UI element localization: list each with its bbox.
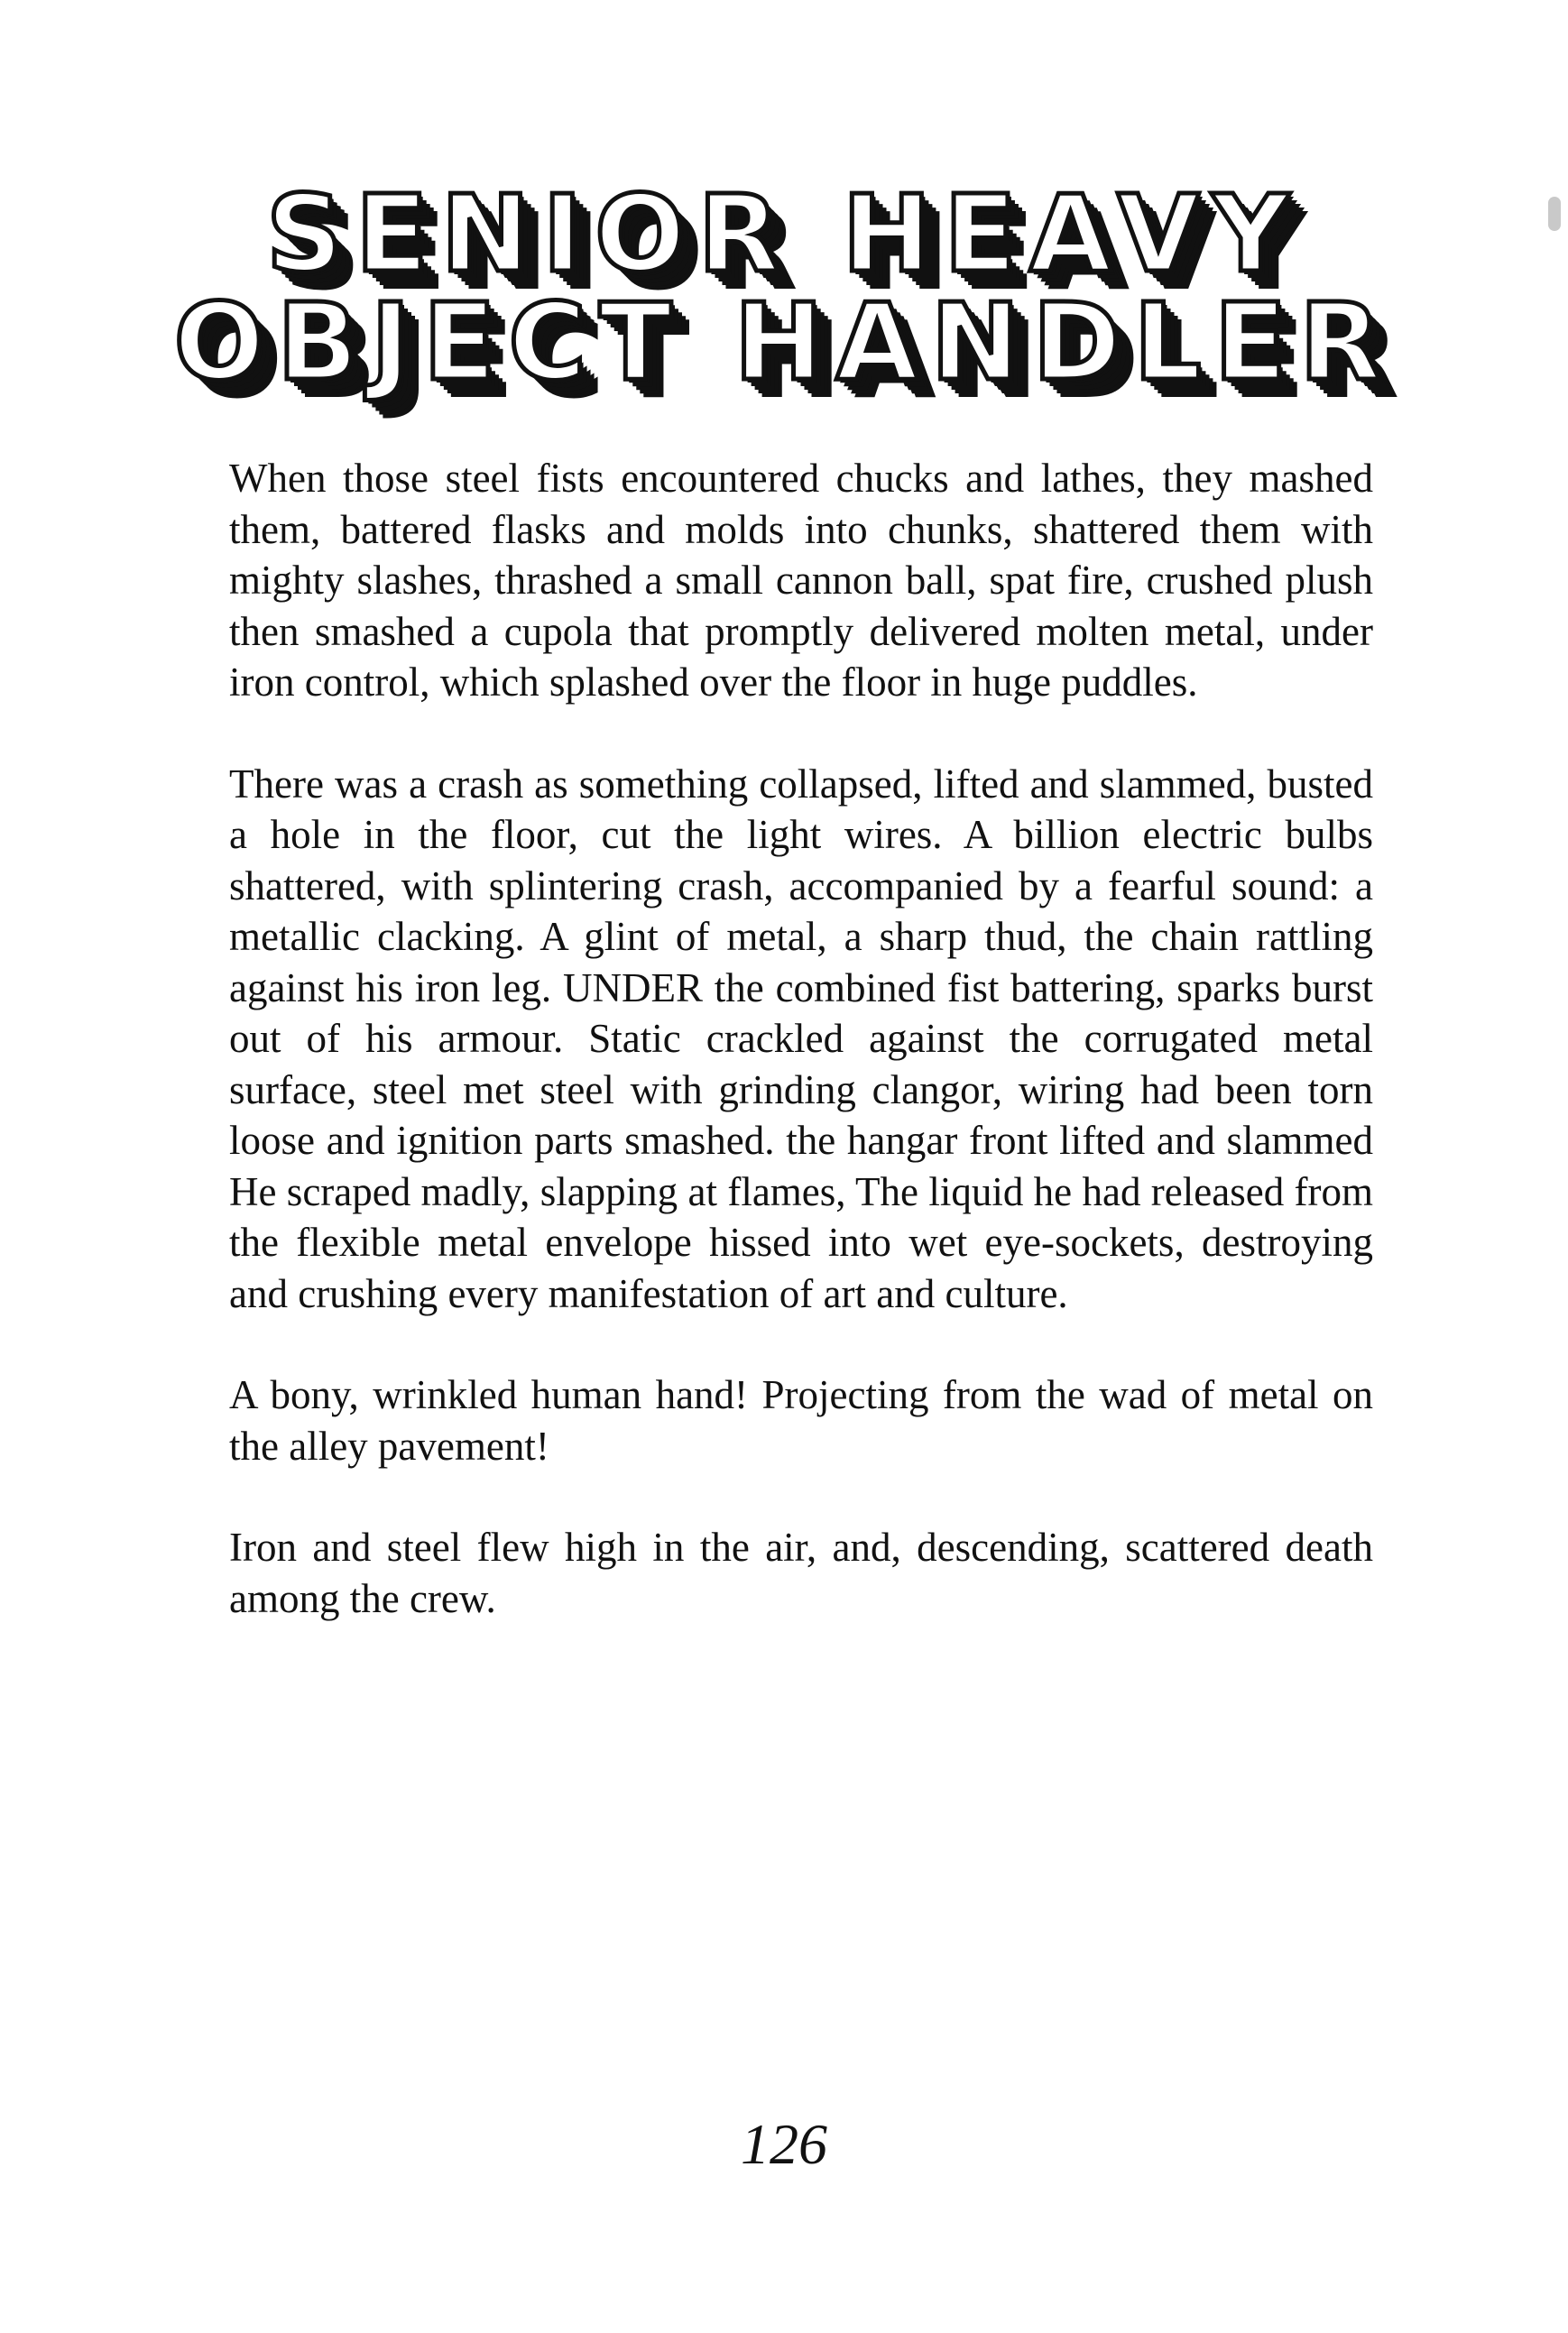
chapter-title-line-2: OBJECT HANDLER (173, 280, 1395, 404)
paragraph-4: Iron and steel flew high in the air, and, descending, scattered death among the crew. (229, 1525, 1373, 1621)
chapter-title (0, 171, 1568, 404)
body-text (229, 453, 1373, 1674)
paragraph-1: When those steel fists encountered chucks and lathes, they mashed them, battered flasks and molds into chunks, shattered them with mighty slashes, thrashed a small cannon ball, spat fire, crushed plush then smashed a cupola that promptly delivered molten metal, under iron control, which splashed over the floor in huge puddles. (229, 456, 1373, 705)
paragraph-3: A bony, wrinkled human hand! Projecting from the wad of metal on the alley pavement! (229, 1372, 1373, 1469)
chapter-title-line-1: SENIOR HEAVY (266, 171, 1302, 296)
paragraph-2: There was a crash as something collapsed, lifted and slammed, busted a hole in the floor, cut the light wires. A billion electric bulbs shattered, with splintering crash, accompanied by a fearful sound: a metallic clacking. A glint of metal, a sharp thud, the chain rattling against his iron leg. UNDER the combined fist battering, sparks burst out of his armour. Static crackled against the corrugated metal surface, steel met steel with grinding clangor, wiring had been torn loose and ignition parts smashed. the hangar front lifted and slammed He scraped madly, slapping at flames, The liquid he had released from the flexible metal envelope hissed into wet eye-sockets, destroying and crushing every manifestation of art and culture. (229, 761, 1373, 1316)
page-number: 126 (741, 2112, 827, 2176)
